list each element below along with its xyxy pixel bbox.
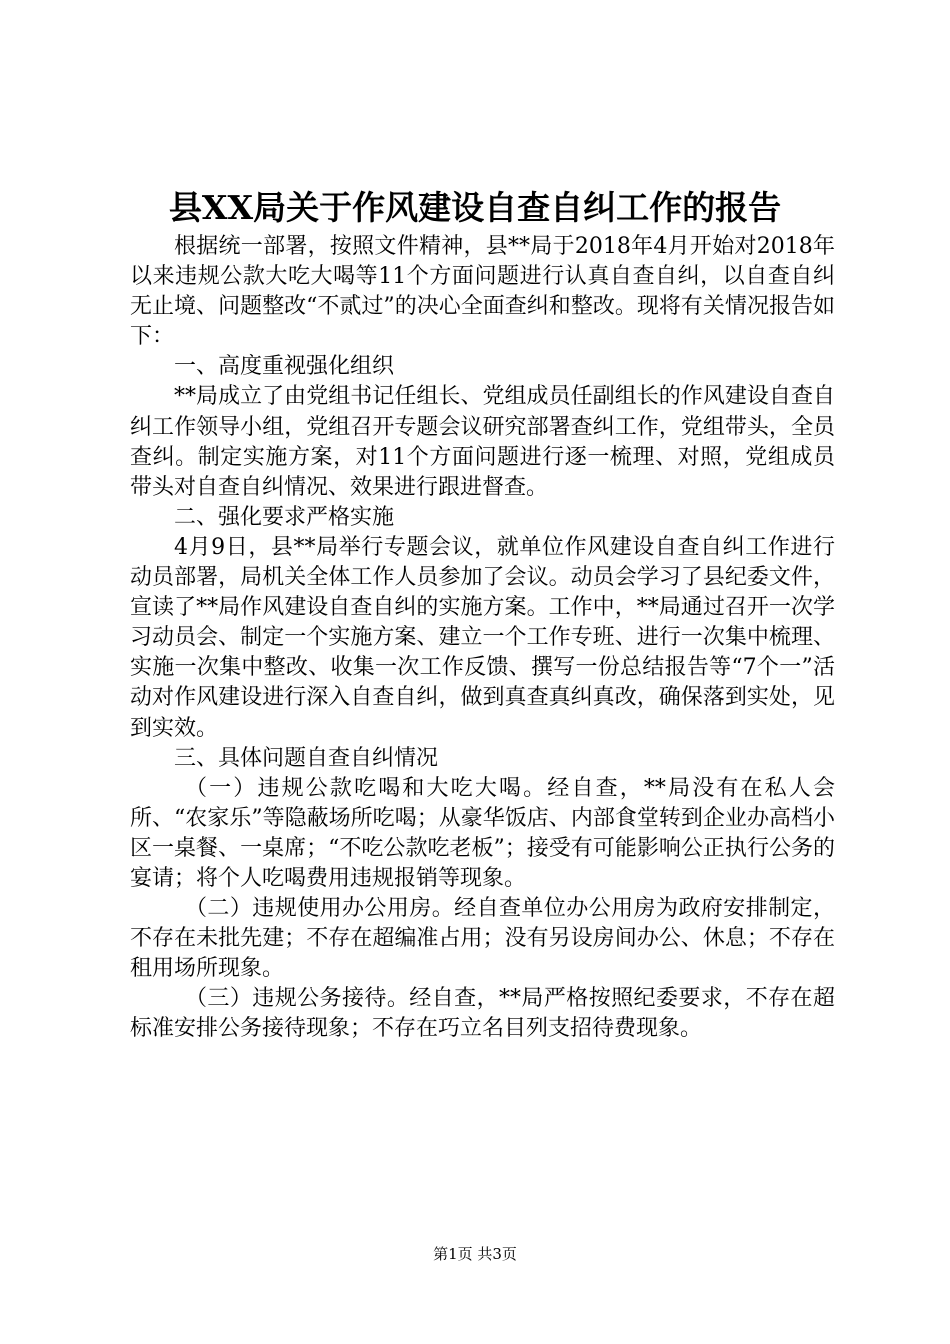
section-1-paragraph: **局成立了由党组书记任组长、党组成员任副组长的作风建设自查自纠工作领导小组，党组召开专题会议研究部署查纠工作，党组带头，全员查纠。制定实施方案，对11个方面问题进行逐一梳理、对照，党组成员带头对自查自纠情况、效果进行跟进督查。 <box>130 384 835 500</box>
document-title: 县XX局关于作风建设自查自纠工作的报告 <box>168 188 782 227</box>
section-heading-1: 一、高度重视强化组织 <box>174 354 395 380</box>
document-body <box>130 232 835 1045</box>
section-2-paragraph: 4月9日，县**局举行专题会议，就单位作风建设自查自纠工作进行动员部署，局机关全体工作人员参加了会议。动员会学习了县纪委文件，宣读了**局作风建设自查自纠的实施方案。工作中，**局通过召开一次学习动员会、制定一个实施方案、建立一个工作专班、进行一次集中梳理、实施一次集中整改、收集一次工作反馈、撰写一份总结报告等“7个一”活动对作风建设进行深入自查自纠，做到真查真纠真改，确保落到实处，见到实效。 <box>130 534 835 741</box>
page-footer: 第1页 共3页 <box>433 1245 517 1263</box>
subsection-3-paragraph: （三）违规公务接待。经自查，**局严格按照纪委要求，不存在超标准安排公务接待现象；不存在巧立名目列支招待费现象。 <box>130 986 835 1042</box>
subsection-2-paragraph: （二）违规使用办公用房。经自查单位办公用房为政府安排制定，不存在未批先建；不存在超编准占用；没有另设房间办公、休息；不存在租用场所现象。 <box>130 896 835 982</box>
section-heading-3: 三、具体问题自查自纠情况 <box>174 745 439 771</box>
subsection-1-paragraph: （一）违规公款吃喝和大吃大喝。经自查，**局没有在私人会所、“农家乐”等隐蔽场所吃喝；从豪华饭店、内部食堂转到企业办高档小区一桌餐、一桌席；“不吃公款吃老板”；接受有可能影响公正执行公务的宴请；将个人吃喝费用违规报销等现象。 <box>130 775 835 891</box>
intro-paragraph: 根据统一部署，按照文件精神，县**局于2018年4月开始对2018年以来违规公款大吃大喝等11个方面问题进行认真自查自纠，以自查自纠无止境、问题整改“不贰过”的决心全面查纠和整改。现将有关情况报告如下： <box>130 234 835 350</box>
section-heading-2: 二、强化要求严格实施 <box>174 504 395 530</box>
